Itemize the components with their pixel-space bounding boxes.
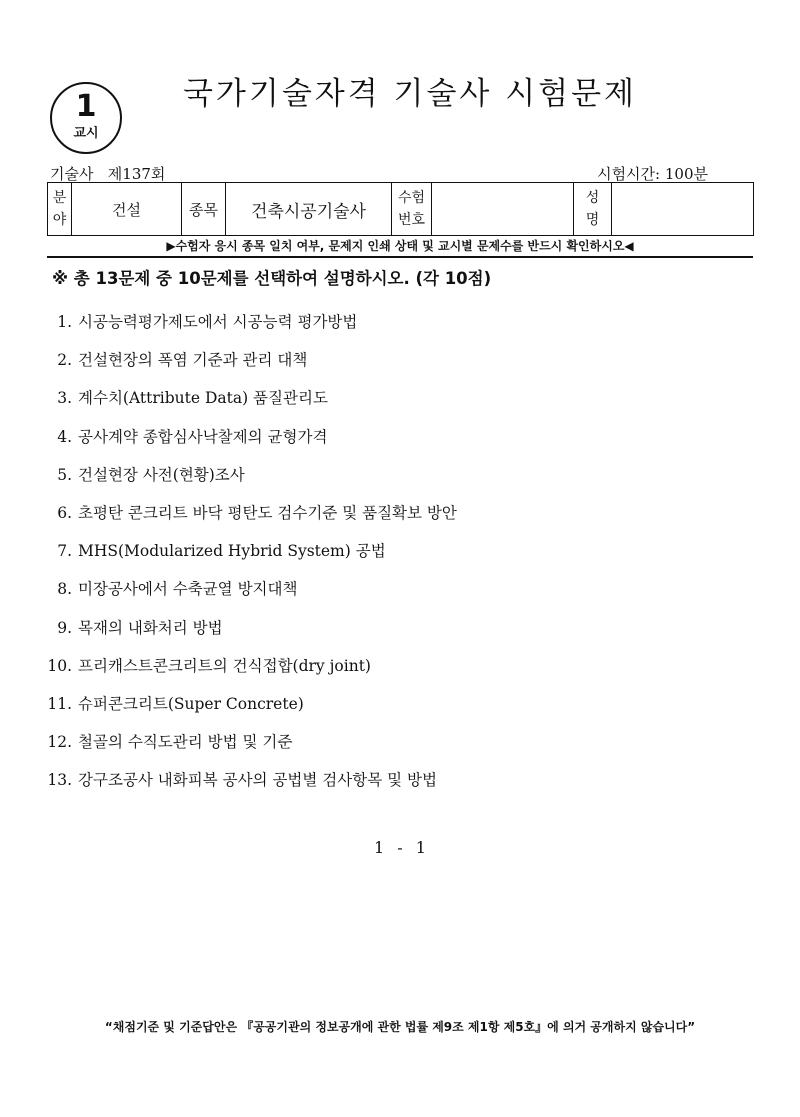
field-label-cell — [48, 183, 72, 236]
exam-no-label-2: 번호 — [397, 212, 426, 228]
name-label-2: 명 — [585, 212, 600, 228]
question-item — [44, 386, 457, 424]
question-text: 건설현장 사전(현황)조사 — [78, 465, 245, 484]
exam-no-label-1: 수험 — [397, 190, 426, 206]
question-item — [44, 692, 457, 730]
question-text: 철골의 수직도관리 방법 및 기준 — [78, 733, 293, 752]
question-item — [44, 348, 457, 386]
question-number: 3. — [57, 389, 72, 408]
question-number: 9. — [57, 618, 72, 637]
name-field[interactable] — [612, 183, 754, 236]
type-value: 건축시공기술사 — [226, 183, 392, 236]
question-text: 초평탄 콘크리트 바닥 평탄도 검수기준 및 품질확보 방안 — [78, 503, 457, 522]
page-number: 1 - 1 — [374, 838, 426, 857]
question-number: 13. — [47, 771, 72, 790]
name-label-cell — [574, 183, 612, 236]
question-text: 시공능력평가제도에서 시공능력 평가방법 — [78, 313, 358, 331]
session-number: 1 — [75, 89, 97, 124]
field-label-1: 분 — [52, 190, 67, 206]
question-number: 2. — [57, 351, 72, 370]
question-text: 슈퍼콘크리트(Super Concrete) — [78, 694, 304, 713]
question-number: 4. — [57, 427, 72, 446]
question-item — [44, 654, 457, 692]
question-item — [44, 501, 457, 539]
question-number: 1. — [57, 313, 72, 331]
question-item — [44, 577, 457, 615]
question-text: 계수치(Attribute Data) 품질관리도 — [78, 389, 328, 408]
question-number: 11. — [47, 694, 72, 713]
question-text: 공사계약 종합심사낙찰제의 균형가격 — [78, 427, 328, 446]
exam-info-table — [47, 182, 754, 236]
exam-no-label-cell — [392, 183, 432, 236]
question-number: 12. — [47, 733, 72, 752]
question-text: 프리캐스트콘크리트의 건식접합(dry joint) — [78, 656, 371, 675]
question-text: 미장공사에서 수축균열 방지대책 — [78, 580, 298, 599]
question-item — [44, 539, 457, 577]
exam-time-value: 100분 — [664, 165, 708, 183]
exam-number-field[interactable] — [432, 183, 574, 236]
exam-round: 제137회 — [107, 165, 166, 183]
question-text: 건설현장의 폭염 기준과 관리 대책 — [78, 351, 308, 370]
question-number: 6. — [57, 503, 72, 522]
type-label: 종목 — [182, 183, 226, 236]
question-number: 8. — [57, 580, 72, 599]
field-label-2: 야 — [52, 212, 67, 228]
exam-meta — [50, 163, 165, 184]
question-text: 강구조공사 내화피복 공사의 공법별 검사항목 및 방법 — [78, 771, 437, 790]
question-number: 10. — [47, 656, 72, 675]
question-item — [44, 310, 457, 348]
exam-category: 기술사 — [50, 165, 94, 183]
instruction: ※ 총 13문제 중 10문제를 선택하여 설명하시오. (각 10점) — [52, 269, 492, 288]
question-item — [44, 463, 457, 501]
session-label: 교시 — [73, 126, 99, 141]
question-number: 5. — [57, 465, 72, 484]
question-text: MHS(Modularized Hybrid System) 공법 — [78, 542, 386, 561]
question-item — [44, 425, 457, 463]
question-text: 목재의 내화처리 방법 — [78, 618, 223, 637]
exam-time — [597, 163, 708, 184]
question-item — [44, 730, 457, 768]
session-badge — [50, 82, 122, 154]
footer-note: “채점기준 및 기준답안은 『공공기관의 정보공개에 관한 법률 제9조 제1항 제5호』에 의거 공개하지 않습니다” — [104, 1020, 696, 1034]
question-item — [44, 768, 457, 806]
question-list — [44, 310, 457, 806]
exam-time-label: 시험시간: — [597, 165, 661, 183]
question-number: 7. — [57, 542, 72, 561]
name-label-1: 성 — [585, 190, 600, 206]
question-item — [44, 616, 457, 654]
notice-bar: ▶수험자 응시 종목 일치 여부, 문제지 인쇄 상태 및 교시별 문제수를 반드시 확인하시오◀ — [47, 236, 753, 258]
field-value: 건설 — [72, 183, 182, 236]
document-title: 국가기술자격 기술사 시험문제 — [182, 76, 637, 112]
